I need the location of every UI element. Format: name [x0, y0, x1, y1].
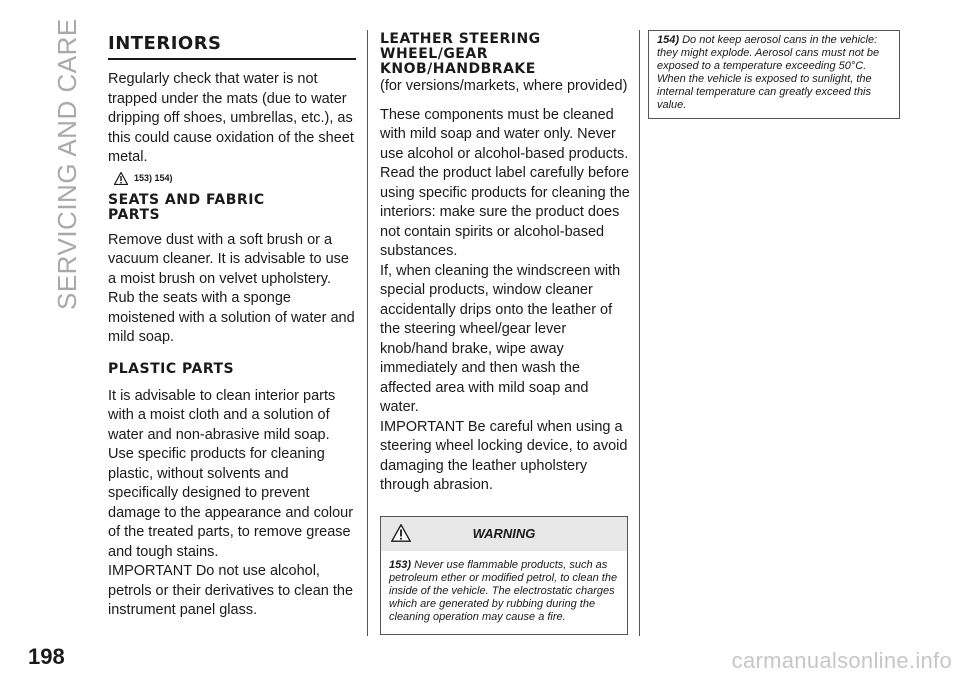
note-154-text: Do not keep aerosol cans in the vehicle: they might explode. Aerosol cans must not be exposed to a temperature exceeding 50°C. When the vehicle is exposed to sunlight, the internal temperature can greatly exceed this value. [657, 34, 880, 111]
warning-refs-text: 153) 154) [134, 173, 173, 183]
warning-header [381, 517, 627, 551]
section-side-tab-label: SERVICING AND CARE [52, 18, 82, 310]
leather-paragraph-2: If, when cleaning the windscreen with special products, window cleaner accidentally drips onto the leather of the steering wheel/gear lever knob/hand brake, wipe away immediately and then wash the affected area with mild soap and water. [380, 262, 621, 415]
warning-triangle-icon [391, 524, 411, 542]
seats-heading [108, 193, 356, 223]
seats-heading-line1: SEATS AND FABRIC [108, 191, 265, 208]
note-154 [648, 30, 900, 119]
page-number: 198 [28, 644, 65, 669]
plastic-paragraph-1: It is advisable to clean interior parts with a moist cloth and a solution of water and non-abrasive mild soap. Use specific products for cleaning plastic, without solvents and specifically designed to prevent damage to the appearance and colour of the treated parts, to remove grease and tough stains. [108, 387, 354, 560]
seats-paragraph-1: Remove dust with a soft brush or a vacuum cleaner. It is advisable to use a moist brush on velvet upholstery. [108, 231, 349, 287]
column-3 [648, 30, 900, 119]
warning-triangle-icon [114, 172, 128, 185]
leather-paragraph-1: These components must be cleaned with mild soap and water only. Never use alcohol or alcohol-based products. Read the product label carefully before using specific products for cleaning the interiors: make sure the product does not contain spirits or alcohol-based substances. [380, 106, 630, 259]
leather-subtitle: (for versions/markets, where provided) [380, 78, 628, 94]
leather-heading-line1: LEATHER STEERING [380, 31, 541, 47]
note-153-ref: 153) [389, 558, 412, 571]
warning-title: WARNING [472, 526, 536, 541]
column-2 [380, 30, 630, 635]
note-153 [381, 551, 627, 634]
seats-paragraph-2: Rub the seats with a sponge moistened with a solution of water and mild soap. [108, 290, 355, 345]
leather-paragraph-3: IMPORTANT Be careful when using a steering wheel locking device, to avoid damaging the leather upholstery through abrasion. [380, 418, 628, 493]
column-divider-1 [367, 30, 368, 636]
interiors-heading: INTERIORS [108, 30, 356, 60]
seats-heading-line2: PARTS [108, 206, 161, 223]
interiors-intro: Regularly check that water is not trapped under the mats (due to water dripping off shoes, umbrellas, etc.), as this could cause oxidation of the sheet metal. [108, 71, 354, 165]
watermark: carmanualsonline.info [731, 648, 952, 673]
column-divider-2 [639, 30, 640, 636]
plastic-heading: PLASTIC PARTS [108, 360, 235, 377]
warning-box [380, 516, 628, 635]
note-153-text: Never use flammable products, such as petroleum ether or modified petrol, to clean the inside of the vehicle. The electrostatic charges which are generated by rubbing during the cleaning operation may cause a fire. [389, 558, 618, 623]
leather-heading-line3: KNOB/HANDBRAKE [380, 61, 536, 77]
plastic-paragraph-2: IMPORTANT Do not use alcohol, petrols or their derivatives to clean the instrument panel glass. [108, 563, 354, 618]
column-1 [108, 30, 356, 621]
leather-heading-line2: WHEEL/GEAR [380, 46, 488, 62]
leather-heading [380, 30, 630, 77]
section-side-tab [52, 18, 82, 310]
note-154-ref: 154) [657, 34, 680, 46]
warning-refs [114, 172, 356, 185]
